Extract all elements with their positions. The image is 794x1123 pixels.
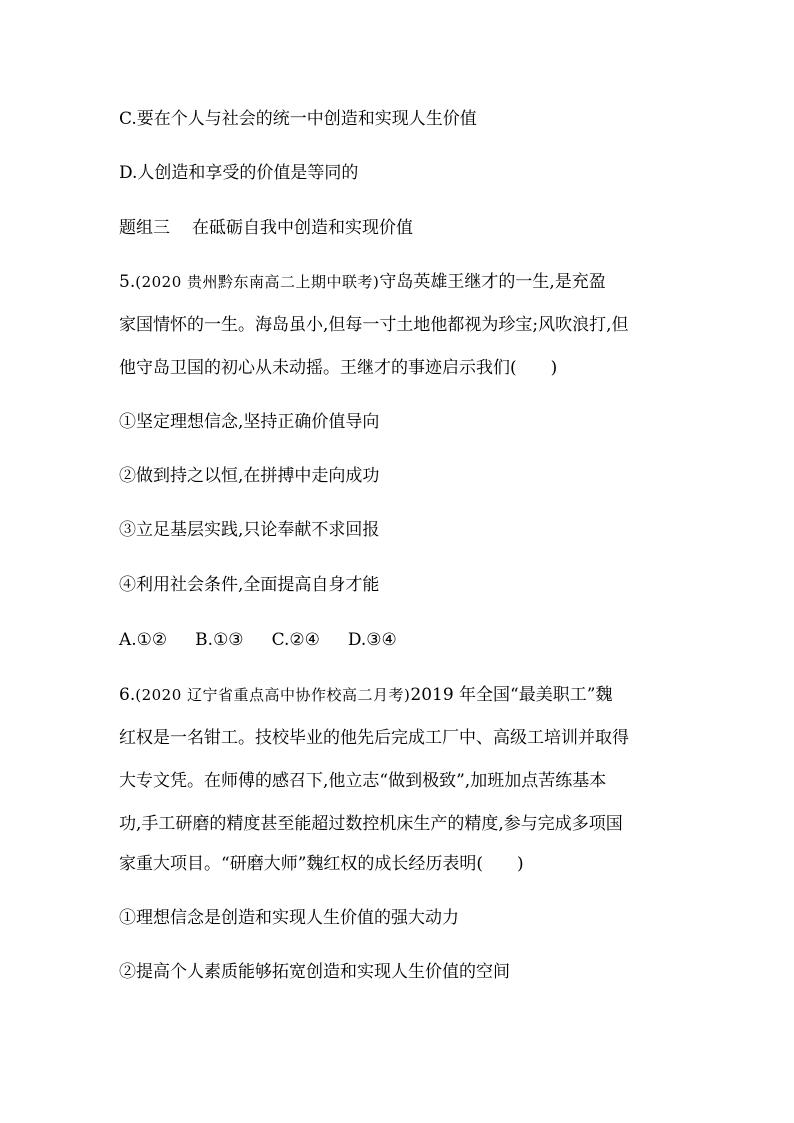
q5-item-1: ①坚定理想信念,坚持正确价值导向: [119, 412, 380, 432]
q6-item-1: ①理想信念是创造和实现人生价值的强大动力: [119, 908, 459, 928]
q6-line-3: 大专文凭。在师傅的感召下,他立志“做到极致”,加班加点苦练基本: [119, 771, 607, 791]
q5-number: 5.: [119, 272, 136, 292]
q6-line-1: [119, 684, 679, 706]
q5-line-3: 他守岛卫国的初心从未动摇。王继才的事迹启示我们( ): [119, 358, 558, 378]
section-label: 题组三: [119, 218, 170, 238]
option-c-line: C.要在个人与社会的统一中创造和实现人生价值: [119, 109, 477, 129]
q5-line-2: 家国情怀的一生。海岛虽小,但每一寸土地他都视为珍宝;风吹浪打,但: [119, 315, 629, 335]
q6-line-5: 家重大项目。“研磨大师”魏红权的成长经历表明( ): [119, 854, 524, 874]
section-heading: [119, 217, 679, 239]
option-d-line: D.人创造和享受的价值是等同的: [119, 163, 359, 183]
q5-choices: [119, 629, 679, 651]
q6-number: 6.: [119, 685, 136, 705]
q6-source: (2020 辽宁省重点高中协作校高二月考): [135, 686, 411, 704]
q6-line-4: 功,手工研磨的精度甚至能超过数控机床生产的精度,参与完成多项国: [119, 814, 623, 834]
q5-choice-b: B.①③: [195, 630, 244, 650]
q6-line-2: 红权是一名钳工。技校毕业的他先后完成工厂中、高级工培训并取得: [119, 728, 629, 748]
q5-item-4: ④利用社会条件,全面提高自身才能: [119, 575, 380, 595]
q5-choice-d: D.③④: [347, 630, 397, 650]
q5-item-3: ③立足基层实践,只论奉献不求回报: [119, 520, 380, 540]
q5-choice-a: A.①②: [119, 630, 168, 650]
q6-line1-text: 2019 年全国“最美职工”魏: [410, 685, 613, 705]
q5-line1-text: 守岛英雄王继才的一生,是充盈: [379, 272, 606, 292]
q5-source: (2020 贵州黔东南高二上期中联考): [135, 273, 380, 291]
q5-choice-c: C.②④: [271, 630, 320, 650]
q5-item-2: ②做到持之以恒,在拼搏中走向成功: [119, 466, 380, 486]
q5-line-1: [119, 271, 679, 293]
q6-item-2: ②提高个人素质能够拓宽创造和实现人生价值的空间: [119, 962, 510, 982]
section-title: 在砥砺自我中创造和实现价值: [192, 218, 413, 238]
